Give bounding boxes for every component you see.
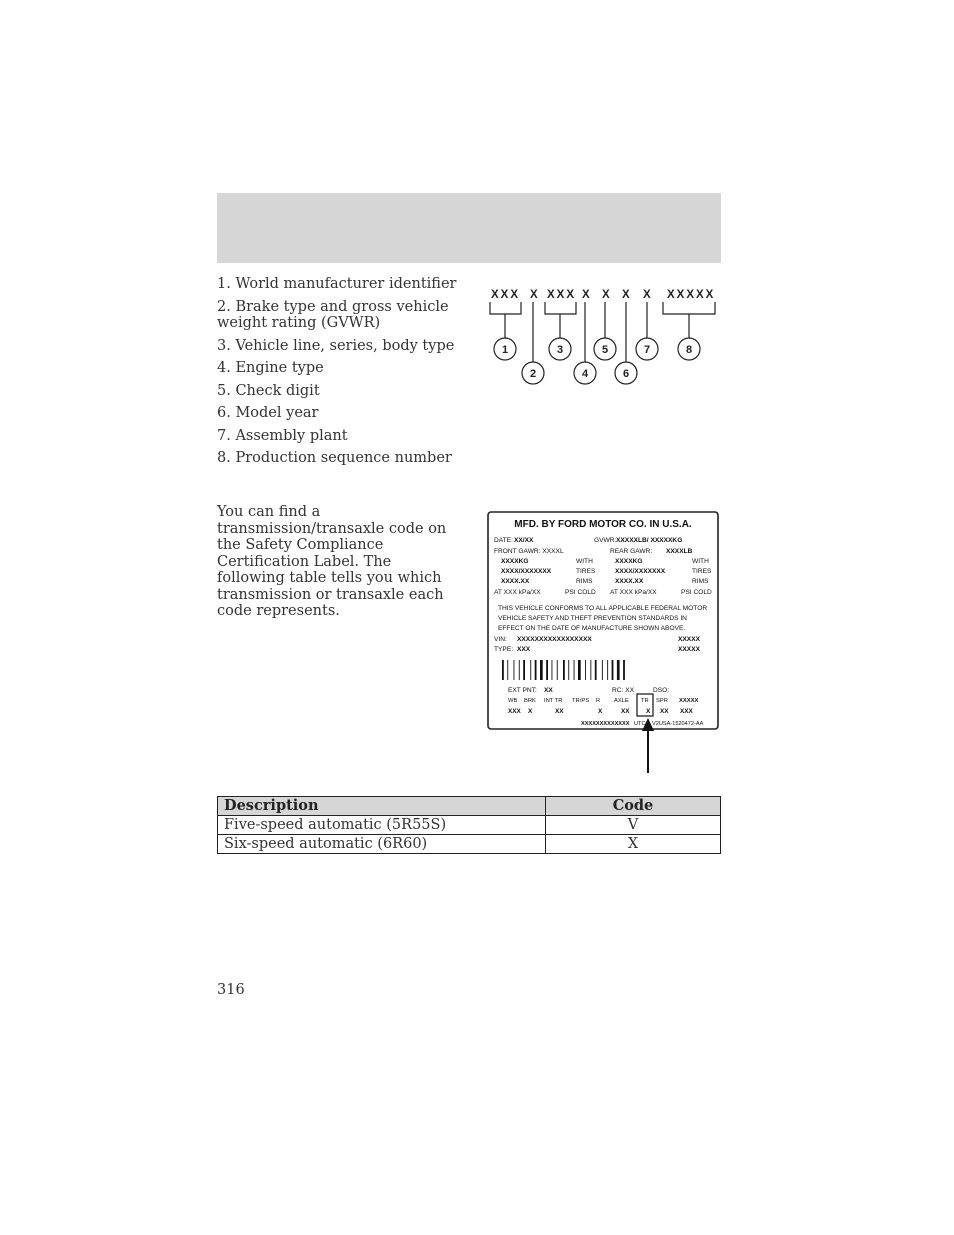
code-header: TR/PS bbox=[572, 698, 590, 704]
ext-pnt-label: EXT PNT: bbox=[508, 687, 537, 694]
barcode-bar bbox=[519, 660, 520, 680]
code-value: XX bbox=[660, 708, 669, 715]
barcode-bar bbox=[507, 660, 508, 680]
code-header: INT TR bbox=[544, 698, 563, 704]
description-cell: Six-speed automatic (6R60) bbox=[218, 835, 546, 854]
list-item: 1. World manufacturer identifier bbox=[217, 276, 457, 292]
dso-label: DSO: bbox=[653, 687, 670, 694]
table-header-row bbox=[218, 797, 721, 816]
ext-pnt-value: XX bbox=[544, 687, 553, 694]
front-tires: TIRES bbox=[576, 568, 596, 575]
certification-label-diagram bbox=[486, 510, 720, 776]
type-value: XXX bbox=[517, 646, 531, 653]
rear-with: WITH bbox=[692, 558, 709, 565]
list-item: 8. Production sequence number bbox=[217, 450, 452, 466]
rear-pressure: AT XXX kPa/XX bbox=[610, 589, 657, 596]
vin-code-group: X bbox=[643, 289, 653, 301]
list-item: 4. Engine type bbox=[217, 360, 324, 376]
front-pressure: AT XXX kPa/XX bbox=[494, 589, 541, 596]
barcode-bar bbox=[612, 660, 614, 680]
barcode-bar bbox=[546, 660, 548, 680]
front-kg: XXXXKG bbox=[501, 558, 529, 565]
barcode-bar bbox=[540, 660, 543, 680]
barcode-bar bbox=[617, 660, 620, 680]
barcode-bar bbox=[578, 660, 581, 680]
barcode-bar bbox=[602, 660, 603, 680]
side-code: XXXXX bbox=[678, 646, 700, 653]
vin-code-group: XXXXX bbox=[667, 289, 716, 301]
vin-diagram bbox=[485, 280, 725, 390]
section-header-band bbox=[217, 193, 721, 263]
callout-number: 3 bbox=[556, 344, 564, 356]
type-label: TYPE: bbox=[494, 646, 514, 653]
barcode-bar bbox=[514, 660, 515, 680]
barcode-bar bbox=[574, 660, 575, 680]
rear-rims: RIMS bbox=[692, 578, 709, 585]
utc-label: UTC bbox=[634, 721, 646, 727]
callout-number: 8 bbox=[685, 344, 693, 356]
callout-number: 5 bbox=[601, 344, 609, 356]
barcode-bar bbox=[523, 660, 525, 680]
list-item: 7. Assembly plant bbox=[217, 427, 348, 444]
table-row bbox=[218, 835, 721, 854]
front-with: WITH bbox=[576, 558, 593, 565]
code-header: AXLE bbox=[614, 698, 629, 704]
rear-kg: XXXXKG bbox=[615, 558, 643, 565]
barcode-bar bbox=[585, 660, 586, 680]
rear-tires: TIRES bbox=[692, 568, 712, 575]
gvwr-label: GVWR: bbox=[594, 537, 617, 544]
column-header-description: Description bbox=[218, 797, 546, 816]
barcode-bar bbox=[623, 660, 625, 680]
conformity-line: VEHICLE SAFETY AND THEFT PREVENTION STANDARDS IN bbox=[498, 615, 687, 622]
code-header: SPR bbox=[656, 698, 668, 704]
code-value: X bbox=[528, 708, 533, 715]
vin-component-list bbox=[217, 276, 457, 473]
barcode-bar bbox=[557, 660, 558, 680]
list-item: 2. Brake type and gross vehicle weight rating (GVWR) bbox=[217, 298, 449, 331]
column-header-code: Code bbox=[546, 797, 721, 816]
callout-number: 2 bbox=[529, 368, 537, 380]
rear-gawr: REAR GAWR: bbox=[610, 548, 653, 555]
code-cell: X bbox=[546, 835, 721, 854]
vin-code-group: X bbox=[530, 289, 540, 301]
transmission-code-table bbox=[217, 796, 721, 854]
list-item: 6. Model year bbox=[217, 405, 319, 421]
callout-number: 7 bbox=[643, 344, 651, 356]
page-number: 316 bbox=[217, 982, 245, 998]
code-value: XXX bbox=[680, 708, 693, 715]
barcode-bar bbox=[563, 660, 565, 680]
table-row bbox=[218, 816, 721, 835]
list-item: 5. Check digit bbox=[217, 382, 320, 399]
code-value: XX bbox=[555, 708, 564, 715]
barcode-bar bbox=[607, 660, 608, 680]
barcode-bar bbox=[568, 660, 569, 680]
list-item: 3. Vehicle line, series, body type bbox=[217, 337, 455, 354]
vin-code-group: XXX bbox=[491, 289, 521, 301]
vin-code-group: X bbox=[582, 289, 592, 301]
label-title: MFD. BY FORD MOTOR CO. IN U.S.A. bbox=[514, 519, 692, 530]
code-header: BRK bbox=[524, 698, 536, 704]
front-rim-size: XXXX.XX bbox=[501, 578, 530, 585]
callout-number: 6 bbox=[622, 368, 630, 380]
bracket-8 bbox=[663, 302, 715, 338]
bracket-3 bbox=[545, 302, 576, 338]
rear-gawr-value: XXXXLB bbox=[666, 548, 693, 555]
transmission-intro-text: You can find a transmission/transaxle code on the Safety Compliance Certification Label. The following table tells you which transmission or transaxle each code represents. bbox=[217, 504, 447, 619]
label-serial: XXXXXXXXXXXXX bbox=[581, 721, 630, 727]
code-value: XXX bbox=[508, 708, 521, 715]
description-cell: Five-speed automatic (5R55S) bbox=[218, 816, 546, 835]
date-value: XX/XX bbox=[514, 537, 534, 544]
barcode-bar bbox=[595, 660, 597, 680]
gvwr-value: XXXXXLB/ XXXXXKG bbox=[616, 537, 683, 544]
vin-code-group: X bbox=[602, 289, 612, 301]
barcode-bar bbox=[535, 660, 537, 680]
code-cell: V bbox=[546, 816, 721, 835]
front-psi-cold: PSI COLD bbox=[565, 589, 596, 596]
conformity-line: THIS VEHICLE CONFORMS TO ALL APPLICABLE FEDERAL MOTOR bbox=[498, 605, 708, 612]
callout-number: 4 bbox=[581, 368, 589, 380]
bracket-1 bbox=[490, 302, 521, 338]
vin-code-group: X bbox=[622, 289, 632, 301]
barcode-bar bbox=[552, 660, 553, 680]
front-gawr: FRONT GAWR: XXXXL bbox=[494, 548, 564, 555]
front-rims: RIMS bbox=[576, 578, 593, 585]
vin-value: XXXXXXXXXXXXXXXXX bbox=[517, 636, 592, 643]
code-value: X bbox=[646, 708, 651, 715]
rear-tire-size: XXXX/XXXXXXX bbox=[615, 568, 666, 575]
side-code: XXXXX bbox=[678, 636, 700, 643]
barcode-bar bbox=[590, 660, 591, 680]
front-tire-size: XXXX/XXXXXXX bbox=[501, 568, 552, 575]
code-value: XX bbox=[621, 708, 630, 715]
date-label: DATE: bbox=[494, 537, 513, 544]
vin-code-group: XXX bbox=[547, 289, 577, 301]
rc-label: RC: XX bbox=[612, 687, 634, 694]
code-header: XXXXX bbox=[679, 698, 699, 704]
barcode-bar bbox=[530, 660, 531, 680]
part-number: V2USA-1520472-AA bbox=[652, 721, 704, 727]
barcode-bar bbox=[502, 660, 504, 680]
rear-rim-size: XXXX.XX bbox=[615, 578, 644, 585]
code-value: X bbox=[598, 708, 603, 715]
code-header: WB bbox=[508, 698, 518, 704]
code-header: R bbox=[596, 698, 601, 704]
code-header: TR bbox=[641, 698, 649, 704]
conformity-line: EFFECT ON THE DATE OF MANUFACTURE SHOWN ABOVE. bbox=[498, 625, 686, 632]
rear-psi-cold: PSI COLD bbox=[681, 589, 712, 596]
callout-number: 1 bbox=[501, 344, 509, 356]
vin-label: VIN: bbox=[494, 636, 507, 643]
